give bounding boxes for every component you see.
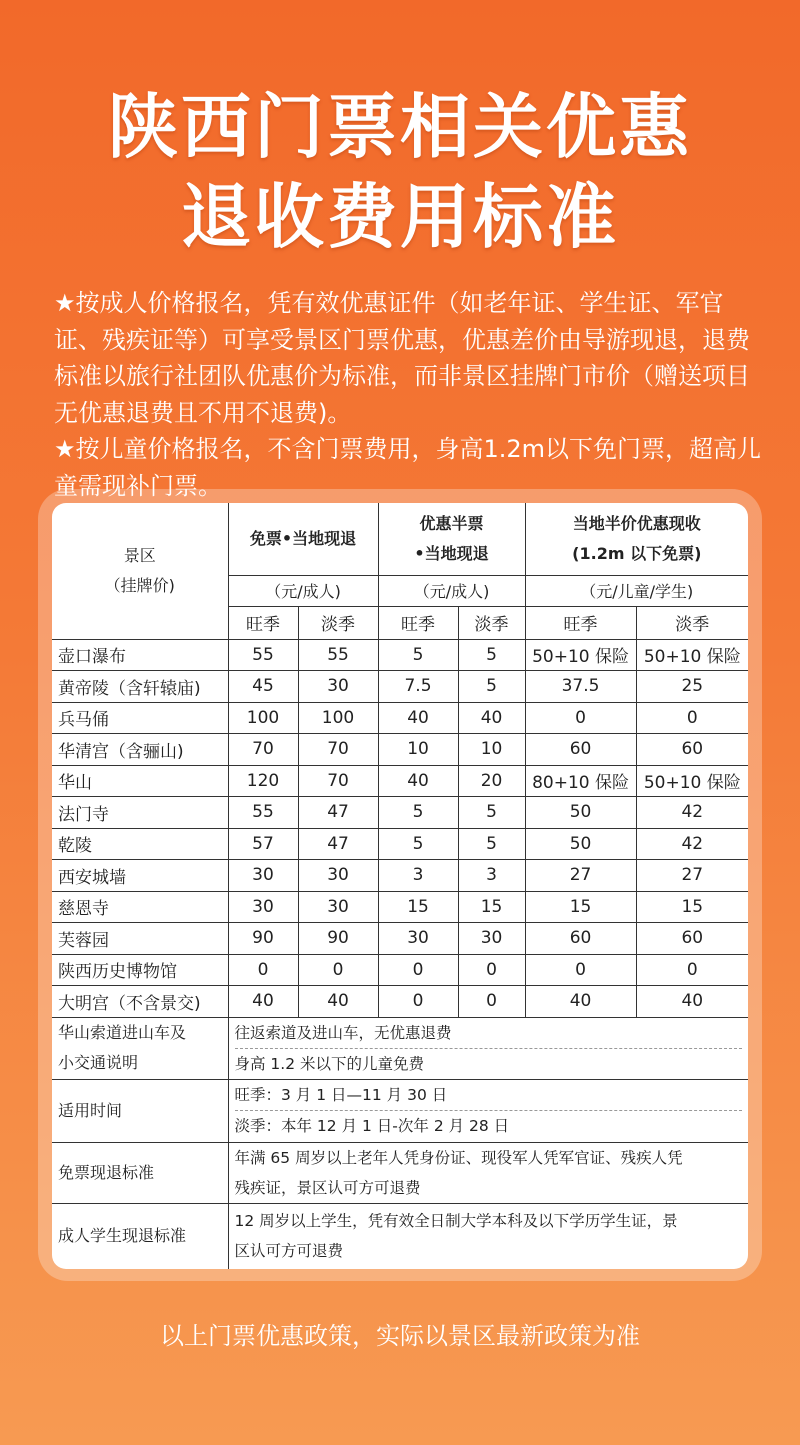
price-cell: 30 xyxy=(458,923,525,955)
table-row xyxy=(52,954,748,986)
scenic-name: 兵马俑 xyxy=(52,702,228,734)
cable-note-l1: 往返索道及进山车，无优惠退费 xyxy=(234,1023,452,1042)
price-cell: 30 xyxy=(298,860,378,892)
price-cell: 5 xyxy=(458,639,525,671)
free-standard-l2: 残疾证，景区认可方可退费 xyxy=(234,1178,421,1197)
scenic-name: 陕西历史博物馆 xyxy=(52,954,228,986)
price-cell: 40 xyxy=(525,986,636,1018)
title-line-1: 陕西门票相关优惠 xyxy=(108,86,692,168)
price-cell: 42 xyxy=(636,828,748,860)
price-cell: 60 xyxy=(636,734,748,766)
season-off: 淡季 xyxy=(458,606,525,639)
scenic-name: 黄帝陵（含轩辕庙) xyxy=(52,671,228,703)
price-cell: 60 xyxy=(636,923,748,955)
price-cell: 100 xyxy=(298,702,378,734)
table-row xyxy=(52,702,748,734)
scenic-name: 法门寺 xyxy=(52,797,228,829)
price-cell: 3 xyxy=(378,860,458,892)
price-cell: 40 xyxy=(458,702,525,734)
header-scenic-sub: （挂牌价) xyxy=(104,575,175,595)
price-cell: 5 xyxy=(378,828,458,860)
price-cell: 10 xyxy=(458,734,525,766)
price-cell: 27 xyxy=(525,860,636,892)
table-row xyxy=(52,797,748,829)
scenic-name: 大明宫（不含景交) xyxy=(52,986,228,1018)
price-cell: 55 xyxy=(228,639,298,671)
table-row xyxy=(52,734,748,766)
price-cell: 5 xyxy=(378,797,458,829)
price-cell: 0 xyxy=(228,954,298,986)
price-cell: 0 xyxy=(378,986,458,1018)
price-cell: 50+10 保险 xyxy=(636,639,748,671)
time-label: 适用时间 xyxy=(52,1079,228,1142)
price-cell: 25 xyxy=(636,671,748,703)
cable-note-l2: 身高 1.2 米以下的儿童免费 xyxy=(235,1048,743,1079)
header-group-child-l1: 当地半价优惠现收 xyxy=(572,513,701,533)
student-standard-l1: 12 周岁以上学生，凭有效全日制大学本科及以下学历学生证，景 xyxy=(234,1212,678,1231)
price-cell: 27 xyxy=(636,860,748,892)
price-cell: 30 xyxy=(378,923,458,955)
price-cell: 5 xyxy=(458,828,525,860)
header-scenic-label: 景区 xyxy=(123,545,156,565)
price-cell: 37.5 xyxy=(525,671,636,703)
price-cell: 7.5 xyxy=(378,671,458,703)
time-peak: 旺季：3 月 1 日—11 月 30 日 xyxy=(234,1086,448,1104)
price-cell: 30 xyxy=(298,671,378,703)
price-cell: 47 xyxy=(298,797,378,829)
price-cell: 42 xyxy=(636,797,748,829)
price-cell: 3 xyxy=(458,860,525,892)
price-cell: 30 xyxy=(298,891,378,923)
table-row xyxy=(52,765,748,797)
price-cell: 5 xyxy=(378,639,458,671)
scenic-name: 西安城墙 xyxy=(52,860,228,892)
page-title xyxy=(0,82,800,262)
price-cell: 80+10 保险 xyxy=(525,765,636,797)
scenic-name: 华清宫（含骊山) xyxy=(52,734,228,766)
price-cell: 70 xyxy=(228,734,298,766)
price-cell: 15 xyxy=(458,891,525,923)
table-row xyxy=(52,923,748,955)
price-cell: 40 xyxy=(228,986,298,1018)
price-cell: 0 xyxy=(298,954,378,986)
price-cell: 45 xyxy=(228,671,298,703)
header-group-child xyxy=(525,503,748,575)
cable-note xyxy=(228,1017,748,1079)
price-cell: 120 xyxy=(228,765,298,797)
price-cell: 15 xyxy=(378,891,458,923)
price-cell: 60 xyxy=(525,923,636,955)
price-cell: 30 xyxy=(228,860,298,892)
price-cell: 0 xyxy=(636,702,748,734)
price-cell: 100 xyxy=(228,702,298,734)
scenic-name: 华山 xyxy=(52,765,228,797)
price-cell: 50+10 保险 xyxy=(525,639,636,671)
price-cell: 55 xyxy=(228,797,298,829)
table-row xyxy=(52,860,748,892)
cable-label-l2: 小交通说明 xyxy=(58,1053,139,1072)
free-standard-note xyxy=(228,1142,748,1203)
price-cell: 55 xyxy=(298,639,378,671)
price-cell: 0 xyxy=(525,702,636,734)
price-cell: 57 xyxy=(228,828,298,860)
scenic-name: 慈恩寺 xyxy=(52,891,228,923)
price-cell: 20 xyxy=(458,765,525,797)
season-off: 淡季 xyxy=(636,606,748,639)
price-cell: 0 xyxy=(378,954,458,986)
price-cell: 5 xyxy=(458,797,525,829)
scenic-name: 壶口瀑布 xyxy=(52,639,228,671)
price-cell: 5 xyxy=(458,671,525,703)
unit-half: （元/成人) xyxy=(378,575,525,606)
season-peak: 旺季 xyxy=(228,606,298,639)
price-cell: 15 xyxy=(636,891,748,923)
price-cell: 50 xyxy=(525,828,636,860)
season-off: 淡季 xyxy=(298,606,378,639)
header-group-half xyxy=(378,503,525,575)
price-cell: 47 xyxy=(298,828,378,860)
header-group-child-l2: (1.2m 以下免票) xyxy=(572,543,702,563)
header-group-free xyxy=(228,503,378,575)
intro-child-note: ★按儿童价格报名，不含门票费用，身高1.2m以下免门票，超高儿童需现补门票。 xyxy=(54,435,762,500)
time-note xyxy=(228,1079,748,1142)
price-cell: 60 xyxy=(525,734,636,766)
price-cell: 90 xyxy=(298,923,378,955)
price-cell: 0 xyxy=(636,954,748,986)
free-standard-label: 免票现退标准 xyxy=(52,1142,228,1203)
table-row xyxy=(52,986,748,1018)
price-cell: 50 xyxy=(525,797,636,829)
price-cell: 10 xyxy=(378,734,458,766)
table-row xyxy=(52,639,748,671)
price-cell: 0 xyxy=(458,986,525,1018)
price-cell: 40 xyxy=(378,702,458,734)
price-cell: 30 xyxy=(228,891,298,923)
header-group-half-l1: 优惠半票 xyxy=(419,513,484,533)
price-cell: 40 xyxy=(378,765,458,797)
table-row xyxy=(52,891,748,923)
price-cell: 0 xyxy=(525,954,636,986)
season-peak: 旺季 xyxy=(525,606,636,639)
table-row xyxy=(52,828,748,860)
price-cell: 40 xyxy=(298,986,378,1018)
scenic-name: 乾陵 xyxy=(52,828,228,860)
intro-text xyxy=(54,285,769,504)
table-row xyxy=(52,671,748,703)
price-cell: 50+10 保险 xyxy=(636,765,748,797)
season-peak: 旺季 xyxy=(378,606,458,639)
cable-label xyxy=(52,1017,228,1079)
title-line-2: 退收费用标准 xyxy=(181,176,619,258)
footer-disclaimer: 以上门票优惠政策，实际以景区最新政策为准 xyxy=(160,1322,640,1350)
price-cell: 90 xyxy=(228,923,298,955)
header-scenic xyxy=(52,503,228,639)
cable-label-l1: 华山索道进山车及 xyxy=(58,1023,187,1042)
scenic-name: 芙蓉园 xyxy=(52,923,228,955)
time-off: 淡季：本年 12 月 1 日-次年 2 月 28 日 xyxy=(235,1110,743,1141)
price-cell: 15 xyxy=(525,891,636,923)
free-standard-l1: 年满 65 周岁以上老年人凭身份证、现役军人凭军官证、残疾人凭 xyxy=(234,1148,683,1167)
student-standard-label: 成人学生现退标准 xyxy=(52,1203,228,1269)
student-standard-l2: 区认可方可退费 xyxy=(234,1242,344,1261)
price-cell: 40 xyxy=(636,986,748,1018)
price-cell: 70 xyxy=(298,734,378,766)
unit-child: （元/儿童/学生) xyxy=(525,575,748,606)
fare-table-sheet xyxy=(52,503,748,1269)
price-cell: 70 xyxy=(298,765,378,797)
student-standard-note xyxy=(228,1203,748,1269)
price-cell: 0 xyxy=(458,954,525,986)
unit-free: （元/成人) xyxy=(228,575,378,606)
intro-adult-note: ★按成人价格报名，凭有效优惠证件（如老年证、学生证、军官证、残疾证等）可享受景区门票优惠，优惠差价由导游现退，退费标准以旅行社团队优惠价为标准，而非景区挂牌门市价（赠送项目无优惠退费且不用不退费)。 xyxy=(54,289,750,427)
header-group-free-label: 免票•当地现退 xyxy=(249,528,357,548)
header-group-half-l2: •当地现退 xyxy=(414,543,489,563)
fare-table xyxy=(52,503,748,1269)
